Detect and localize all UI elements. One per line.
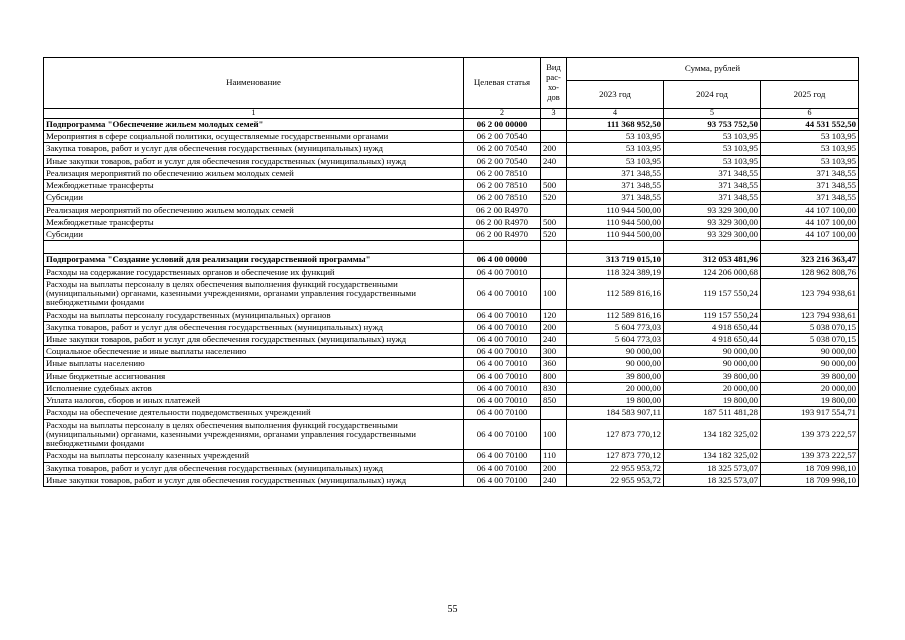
row-sum-2023: 5 604 773,03 [567, 321, 664, 333]
row-sum-2023 [567, 241, 664, 254]
row-expense-type [541, 266, 567, 278]
row-sum-2025: 5 038 070,15 [761, 333, 859, 345]
row-sum-2023: 112 589 816,16 [567, 278, 664, 309]
table-row [44, 278, 859, 309]
row-target-code: 06 4 00 00000 [464, 254, 541, 266]
row-expense-type [541, 204, 567, 216]
table-row [44, 370, 859, 382]
table-row [44, 229, 859, 241]
row-sum-2025: 5 038 070,15 [761, 321, 859, 333]
row-sum-2024: 134 182 325,02 [664, 450, 761, 462]
row-name: Реализация мероприятий по обеспечению жильем молодых семей [44, 167, 464, 179]
row-sum-2023: 127 873 770,12 [567, 450, 664, 462]
row-sum-2023: 19 800,00 [567, 395, 664, 407]
row-target-code: 06 4 00 70100 [464, 462, 541, 474]
table-row [44, 143, 859, 155]
row-sum-2024: 18 325 573,07 [664, 474, 761, 486]
row-sum-2024: 371 348,55 [664, 192, 761, 204]
header-type: Вид рас- хо- дов [541, 58, 567, 109]
row-sum-2023: 5 604 773,03 [567, 333, 664, 345]
row-name: Иные выплаты населению [44, 358, 464, 370]
row-sum-2023: 90 000,00 [567, 358, 664, 370]
row-name: Расходы на выплаты персоналу в целях обеспечения выполнения функций государственными (муниципальными) органами, казенными учреждениями, органами управления государственными внебюджетными фондами [44, 278, 464, 309]
row-sum-2025: 19 800,00 [761, 395, 859, 407]
row-name: Субсидии [44, 192, 464, 204]
row-expense-type: 500 [541, 216, 567, 228]
row-target-code: 06 2 00 70540 [464, 155, 541, 167]
row-expense-type: 500 [541, 180, 567, 192]
table-row [44, 119, 859, 131]
row-target-code: 06 2 00 R4970 [464, 229, 541, 241]
row-sum-2023: 53 103,95 [567, 131, 664, 143]
row-expense-type: 520 [541, 192, 567, 204]
row-target-code: 06 2 00 78510 [464, 192, 541, 204]
page-number: 55 [447, 604, 458, 615]
row-name: Иные закупки товаров, работ и услуг для обеспечения государственных (муниципальных) нужд [44, 333, 464, 345]
row-sum-2025: 18 709 998,10 [761, 462, 859, 474]
table-row [44, 204, 859, 216]
col-number: 5 [664, 109, 761, 119]
row-sum-2024: 4 918 650,44 [664, 321, 761, 333]
row-name: Закупка товаров, работ и услуг для обеспечения государственных (муниципальных) нужд [44, 462, 464, 474]
row-name: Межбюджетные трансферты [44, 216, 464, 228]
row-name: Социальное обеспечение и иные выплаты населению [44, 346, 464, 358]
column-number-row [44, 109, 859, 119]
row-target-code: 06 2 00 78510 [464, 180, 541, 192]
row-sum-2023: 112 589 816,16 [567, 309, 664, 321]
row-expense-type: 200 [541, 321, 567, 333]
row-sum-2025: 123 794 938,61 [761, 309, 859, 321]
row-expense-type: 120 [541, 309, 567, 321]
row-sum-2024: 53 103,95 [664, 131, 761, 143]
row-name: Субсидии [44, 229, 464, 241]
row-sum-2023: 110 944 500,00 [567, 216, 664, 228]
row-sum-2025 [761, 241, 859, 254]
table-row [44, 382, 859, 394]
row-sum-2024 [664, 241, 761, 254]
table-row [44, 346, 859, 358]
row-sum-2024: 93 329 300,00 [664, 229, 761, 241]
row-expense-type [541, 167, 567, 179]
row-name: Расходы на выплаты персоналу в целях обеспечения выполнения функций государственными (муниципальными) органами, казенными учреждениями, органами управления государственными внебюджетными фондами [44, 419, 464, 450]
row-expense-type: 100 [541, 278, 567, 309]
row-name: Расходы на обеспечение деятельности подведомственных учреждений [44, 407, 464, 419]
row-target-code: 06 4 00 70010 [464, 309, 541, 321]
header-sum: Сумма, рублей [567, 58, 859, 81]
row-name: Расходы на выплаты персоналу казенных учреждений [44, 450, 464, 462]
row-expense-type: 240 [541, 155, 567, 167]
row-target-code: 06 4 00 70100 [464, 419, 541, 450]
row-sum-2024: 312 053 481,96 [664, 254, 761, 266]
row-sum-2023: 39 800,00 [567, 370, 664, 382]
row-sum-2023: 20 000,00 [567, 382, 664, 394]
row-sum-2024: 93 753 752,50 [664, 119, 761, 131]
row-target-code: 06 4 00 70010 [464, 266, 541, 278]
row-sum-2025: 371 348,55 [761, 180, 859, 192]
row-target-code [464, 241, 541, 254]
row-sum-2025: 20 000,00 [761, 382, 859, 394]
row-name: Реализация мероприятий по обеспечению жильем молодых семей [44, 204, 464, 216]
row-target-code: 06 4 00 70010 [464, 333, 541, 345]
row-name: Иные бюджетные ассигнования [44, 370, 464, 382]
row-expense-type: 240 [541, 333, 567, 345]
table-row [44, 155, 859, 167]
row-name: Закупка товаров, работ и услуг для обеспечения государственных (муниципальных) нужд [44, 321, 464, 333]
row-sum-2024: 19 800,00 [664, 395, 761, 407]
row-target-code: 06 4 00 70010 [464, 321, 541, 333]
table-row [44, 167, 859, 179]
row-name: Межбюджетные трансферты [44, 180, 464, 192]
table-row [44, 241, 859, 254]
row-name [44, 241, 464, 254]
table-row [44, 450, 859, 462]
row-target-code: 06 2 00 70540 [464, 131, 541, 143]
row-target-code: 06 2 00 00000 [464, 119, 541, 131]
table-row [44, 333, 859, 345]
row-name: Иные закупки товаров, работ и услуг для обеспечения государственных (муниципальных) нужд [44, 155, 464, 167]
row-sum-2024: 371 348,55 [664, 167, 761, 179]
row-sum-2024: 371 348,55 [664, 180, 761, 192]
row-expense-type [541, 119, 567, 131]
row-sum-2023: 371 348,55 [567, 192, 664, 204]
table-row [44, 395, 859, 407]
row-target-code: 06 4 00 70010 [464, 358, 541, 370]
row-sum-2025: 139 373 222,57 [761, 419, 859, 450]
table-row [44, 321, 859, 333]
row-expense-type: 200 [541, 143, 567, 155]
row-target-code: 06 2 00 R4970 [464, 204, 541, 216]
table-row [44, 266, 859, 278]
row-sum-2023: 111 368 952,50 [567, 119, 664, 131]
row-sum-2024: 53 103,95 [664, 143, 761, 155]
header-target: Целевая статья [464, 58, 541, 109]
header-year-2023: 2023 год [567, 81, 664, 109]
row-expense-type [541, 131, 567, 143]
row-expense-type: 240 [541, 474, 567, 486]
row-sum-2024: 39 800,00 [664, 370, 761, 382]
table-row [44, 180, 859, 192]
row-sum-2025: 44 107 100,00 [761, 229, 859, 241]
header-row-top [44, 58, 859, 81]
col-number: 3 [541, 109, 567, 119]
row-sum-2025: 53 103,95 [761, 143, 859, 155]
row-sum-2024: 93 329 300,00 [664, 216, 761, 228]
row-sum-2023: 127 873 770,12 [567, 419, 664, 450]
header-year-2025: 2025 год [761, 81, 859, 109]
row-target-code: 06 2 00 70540 [464, 143, 541, 155]
row-sum-2025: 44 531 552,50 [761, 119, 859, 131]
row-sum-2023: 22 955 953,72 [567, 474, 664, 486]
row-sum-2023: 313 719 015,10 [567, 254, 664, 266]
table-row [44, 309, 859, 321]
row-sum-2024: 93 329 300,00 [664, 204, 761, 216]
row-name: Исполнение судебных актов [44, 382, 464, 394]
row-sum-2024: 119 157 550,24 [664, 309, 761, 321]
row-sum-2023: 90 000,00 [567, 346, 664, 358]
table-row [44, 216, 859, 228]
row-expense-type: 360 [541, 358, 567, 370]
row-sum-2023: 184 583 907,11 [567, 407, 664, 419]
row-expense-type: 200 [541, 462, 567, 474]
row-name: Уплата налогов, сборов и иных платежей [44, 395, 464, 407]
row-sum-2023: 110 944 500,00 [567, 204, 664, 216]
header-year-2024: 2024 год [664, 81, 761, 109]
row-name: Расходы на содержание государственных органов и обеспечение их функций [44, 266, 464, 278]
row-name: Расходы на выплаты персоналу государственных (муниципальных) органов [44, 309, 464, 321]
row-target-code: 06 4 00 70010 [464, 382, 541, 394]
row-sum-2024: 90 000,00 [664, 358, 761, 370]
row-target-code: 06 4 00 70010 [464, 370, 541, 382]
row-sum-2025: 139 373 222,57 [761, 450, 859, 462]
row-sum-2025: 323 216 363,47 [761, 254, 859, 266]
col-number: 2 [464, 109, 541, 119]
row-sum-2025: 371 348,55 [761, 192, 859, 204]
row-target-code: 06 2 00 R4970 [464, 216, 541, 228]
row-name: Иные закупки товаров, работ и услуг для обеспечения государственных (муниципальных) нужд [44, 474, 464, 486]
row-sum-2025: 44 107 100,00 [761, 216, 859, 228]
row-target-code: 06 4 00 70100 [464, 474, 541, 486]
row-expense-type: 830 [541, 382, 567, 394]
row-sum-2025: 90 000,00 [761, 358, 859, 370]
row-name: Мероприятия в сфере социальной политики, осуществляемые государственными органами [44, 131, 464, 143]
row-sum-2024: 119 157 550,24 [664, 278, 761, 309]
row-expense-type: 520 [541, 229, 567, 241]
table-row [44, 358, 859, 370]
row-sum-2025: 18 709 998,10 [761, 474, 859, 486]
row-sum-2023: 118 324 389,19 [567, 266, 664, 278]
row-sum-2023: 371 348,55 [567, 167, 664, 179]
row-sum-2025: 53 103,95 [761, 131, 859, 143]
budget-table [43, 57, 859, 487]
row-sum-2025: 39 800,00 [761, 370, 859, 382]
table-row [44, 419, 859, 450]
row-expense-type: 300 [541, 346, 567, 358]
row-target-code: 06 4 00 70100 [464, 450, 541, 462]
row-sum-2025: 371 348,55 [761, 167, 859, 179]
row-sum-2023: 371 348,55 [567, 180, 664, 192]
row-sum-2024: 18 325 573,07 [664, 462, 761, 474]
row-sum-2024: 187 511 481,28 [664, 407, 761, 419]
row-target-code: 06 2 00 78510 [464, 167, 541, 179]
row-sum-2023: 53 103,95 [567, 143, 664, 155]
col-number: 6 [761, 109, 859, 119]
row-name: Подпрограмма "Создание условий для реализации государственной программы" [44, 254, 464, 266]
table-row [44, 407, 859, 419]
row-expense-type: 100 [541, 419, 567, 450]
col-number: 1 [44, 109, 464, 119]
row-sum-2025: 123 794 938,61 [761, 278, 859, 309]
table-row [44, 192, 859, 204]
row-sum-2024: 20 000,00 [664, 382, 761, 394]
row-sum-2023: 22 955 953,72 [567, 462, 664, 474]
table-row [44, 254, 859, 266]
row-sum-2024: 90 000,00 [664, 346, 761, 358]
row-sum-2024: 134 182 325,02 [664, 419, 761, 450]
row-target-code: 06 4 00 70010 [464, 395, 541, 407]
row-sum-2025: 193 917 554,71 [761, 407, 859, 419]
header-name: Наименование [44, 58, 464, 109]
row-expense-type [541, 241, 567, 254]
row-sum-2024: 124 206 000,68 [664, 266, 761, 278]
row-sum-2025: 44 107 100,00 [761, 204, 859, 216]
table-body [44, 119, 859, 487]
table-row [44, 131, 859, 143]
row-expense-type: 800 [541, 370, 567, 382]
row-expense-type [541, 407, 567, 419]
row-target-code: 06 4 00 70010 [464, 346, 541, 358]
table-row [44, 474, 859, 486]
row-name: Закупка товаров, работ и услуг для обеспечения государственных (муниципальных) нужд [44, 143, 464, 155]
row-expense-type [541, 254, 567, 266]
row-sum-2025: 53 103,95 [761, 155, 859, 167]
table-row [44, 462, 859, 474]
row-target-code: 06 4 00 70100 [464, 407, 541, 419]
row-sum-2023: 110 944 500,00 [567, 229, 664, 241]
row-sum-2025: 128 962 808,76 [761, 266, 859, 278]
row-name: Подпрограмма "Обеспечение жильем молодых семей" [44, 119, 464, 131]
row-sum-2023: 53 103,95 [567, 155, 664, 167]
row-sum-2025: 90 000,00 [761, 346, 859, 358]
col-number: 4 [567, 109, 664, 119]
row-target-code: 06 4 00 70010 [464, 278, 541, 309]
row-expense-type: 110 [541, 450, 567, 462]
row-sum-2024: 53 103,95 [664, 155, 761, 167]
row-expense-type: 850 [541, 395, 567, 407]
row-sum-2024: 4 918 650,44 [664, 333, 761, 345]
